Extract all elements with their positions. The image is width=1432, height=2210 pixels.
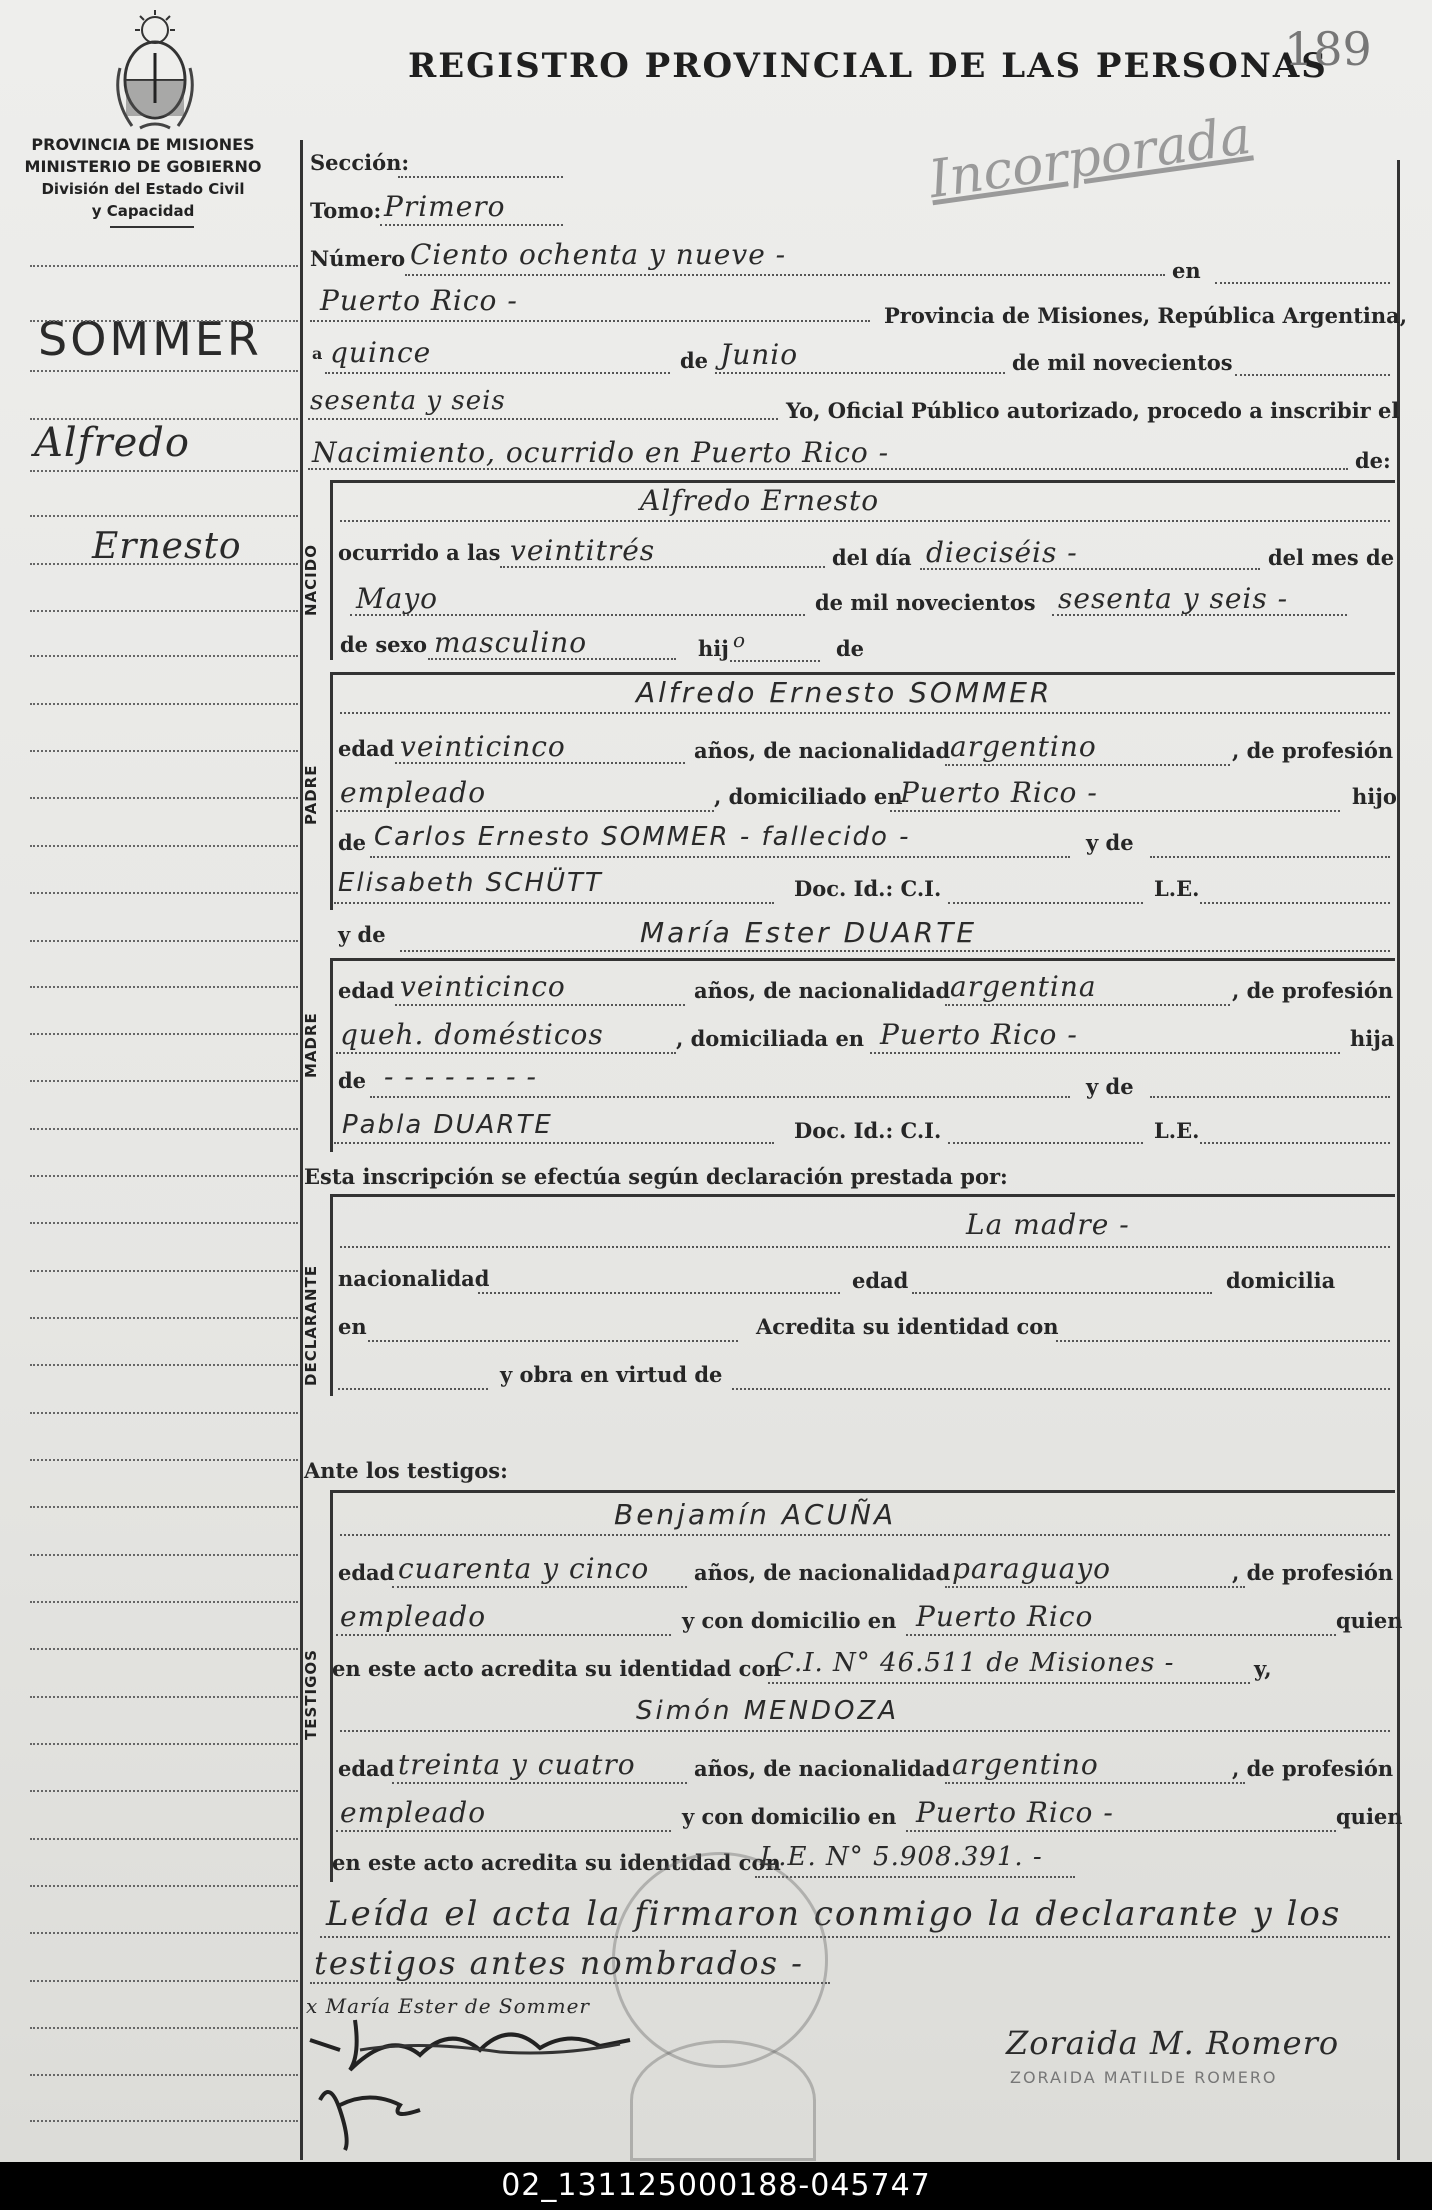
madre-prof-label: , de profesión [1232, 978, 1394, 1003]
document-id-footer: 02_131125000188-045747 [0, 2162, 1432, 2210]
declarante-value: La madre - [966, 1208, 1130, 1241]
madre-de-label: de [338, 1068, 367, 1093]
padre-dom: Puerto Rico - [900, 776, 1098, 809]
mes-nac-value: Mayo [356, 582, 439, 615]
margin-given-name-1: Alfredo [34, 420, 190, 466]
de-mil-label: de mil novecientos [1012, 350, 1233, 375]
hij-suffix: o [733, 628, 747, 652]
t1-y-label: y, [1254, 1656, 1272, 1681]
numero-label: Número [310, 246, 406, 271]
round-seal [612, 1852, 828, 2068]
de-mil-nov-label: de mil novecientos [815, 590, 1036, 615]
padre-edad: veinticinco [400, 730, 566, 763]
t2-nac: argentino [952, 1748, 1099, 1781]
hija-label: hija [1350, 1026, 1395, 1051]
padre-doc-label: Doc. Id.: C.I. [794, 876, 942, 901]
firma-oficial: Zoraida M. Romero [1006, 2024, 1340, 2062]
t2-prof-label: , de profesión [1232, 1756, 1394, 1781]
t1-edad: cuarenta y cinco [398, 1552, 650, 1585]
dia-nac-value: dieciséis - [926, 536, 1078, 569]
decl-edad-label: edad [852, 1268, 909, 1293]
page-title: REGISTRO PROVINCIAL DE LAS PERSONAS [408, 46, 1328, 86]
madre-yde-label: y de [338, 922, 386, 947]
t1-doc: C.I. N° 46.511 de Misiones - [774, 1648, 1175, 1678]
sexo-value: masculino [434, 626, 588, 659]
decl-obra-label: y obra en virtud de [500, 1362, 723, 1387]
dia-value: quince [330, 336, 432, 369]
section-nacido: NACIDO [302, 544, 320, 616]
ante-testigos-label: Ante los testigos: [304, 1458, 508, 1483]
section-testigos: TESTIGOS [302, 1649, 320, 1741]
padre-padre: Carlos Ernesto SOMMER - fallecido - [374, 822, 911, 852]
madre-prof: queh. domésticos [340, 1018, 604, 1051]
t1-quien-label: quien [1336, 1608, 1403, 1633]
padre-yde-label: y de [1086, 830, 1134, 855]
t1-dom-label: y con domicilio en [682, 1608, 897, 1633]
seccion-label: Sección: [310, 150, 410, 175]
t1-nac-label: años, de nacionalidad [694, 1560, 951, 1585]
madre-edad: veinticinco [400, 970, 566, 1003]
a-label: a [312, 344, 323, 363]
t2-dom-label: y con domicilio en [682, 1804, 897, 1829]
madre-nac-label: años, de nacionalidad [694, 978, 951, 1003]
t1-edad-label: edad [338, 1560, 395, 1585]
t2-quien-label: quien [1336, 1804, 1403, 1829]
madre-nac: argentina [950, 970, 1097, 1003]
padre-nac-label: años, de nacionalidad [694, 738, 951, 763]
firma-madre: x María Ester de Sommer [306, 1994, 590, 2018]
tomo-label: Tomo: [310, 198, 382, 223]
t2-acredita-label: en este acto acredita su identidad con [332, 1850, 781, 1875]
t2-edad: treinta y cuatro [398, 1748, 636, 1781]
inscripcion-label: Esta inscripción se efectúa según declaración prestada por: [304, 1164, 1008, 1189]
anio-value: sesenta y seis [310, 386, 506, 416]
nombre-nacido: Alfredo Ernesto [640, 484, 880, 517]
decl-domicilia-label: domicilia [1226, 1268, 1336, 1293]
t2-edad-label: edad [338, 1756, 395, 1781]
padre-prof: empleado [340, 776, 487, 809]
tomo-value: Primero [384, 190, 506, 223]
padre-de-label: de [338, 830, 367, 855]
padre-nombre: Alfredo Ernesto SOMMER [636, 676, 1053, 709]
division-name: División del Estado Civil [41, 180, 245, 198]
madre-nombre: María Ester DUARTE [640, 916, 978, 949]
margin-surname: SOMMER [38, 312, 262, 366]
t1-prof-label: , de profesión [1232, 1560, 1394, 1585]
padre-le-label: L.E. [1154, 876, 1200, 901]
madre-dom: Puerto Rico - [880, 1018, 1078, 1051]
ocurrido-label: ocurrido a las [338, 540, 501, 565]
de-colon-label: de: [1355, 448, 1391, 473]
t2-dom: Puerto Rico - [916, 1796, 1114, 1829]
madre-yde2-label: y de [1086, 1074, 1134, 1099]
padre-nac: argentino [950, 730, 1097, 763]
round-seal-lower [630, 2040, 816, 2161]
division-name-2: y Capacidad [91, 202, 195, 220]
padre-dom-label: , domiciliado en [714, 784, 903, 809]
t2-nac-label: años, de nacionalidad [694, 1756, 951, 1781]
nota-linea-1: Leída el acta la firmaron conmigo la declarante y los [326, 1894, 1342, 1934]
testigo2-nombre: Simón MENDOZA [636, 1696, 900, 1726]
oficial-label: Yo, Oficial Público autorizado, procedo a inscribir el [786, 398, 1400, 423]
t1-prof: empleado [340, 1600, 487, 1633]
madre-edad-label: edad [338, 978, 395, 1003]
page-number: 189 [1284, 22, 1372, 76]
acto-value: Nacimiento, ocurrido en Puerto Rico - [312, 436, 890, 469]
anio-nac-value: sesenta y seis - [1058, 582, 1289, 615]
lugar-value: Puerto Rico - [320, 284, 518, 317]
madre-dom-label: , domiciliada en [676, 1026, 865, 1051]
oficial-sello: ZORAIDA MATILDE ROMERO [1010, 2068, 1278, 2087]
hij-label: hij [698, 636, 729, 661]
provincia-label: Provincia de Misiones, República Argentina, [884, 303, 1408, 328]
province-name: PROVINCIA DE MISIONES [31, 135, 255, 154]
decl-nacionalidad-label: nacionalidad [338, 1266, 490, 1291]
numero-value: Ciento ochenta y nueve - [410, 238, 787, 271]
hora-value: veintitrés [510, 534, 656, 567]
decl-acredita-label: Acredita su identidad con [756, 1314, 1059, 1339]
margin-given-name-2: Ernesto [92, 526, 242, 567]
mes-value: Junio [720, 338, 799, 371]
madre-madre: Pabla DUARTE [342, 1110, 553, 1140]
t2-doc: L.E. N° 5.908.391. - [760, 1842, 1043, 1872]
coat-of-arms-icon [110, 8, 200, 136]
testigo1-nombre: Benjamín ACUÑA [614, 1498, 897, 1531]
section-padre: PADRE [302, 764, 320, 826]
hijo-label: hijo [1352, 784, 1397, 809]
decl-en-label: en [338, 1314, 367, 1339]
padre-edad-label: edad [338, 736, 395, 761]
padre-prof-label: , de profesión [1232, 738, 1394, 763]
section-madre: MADRE [302, 1012, 320, 1078]
madre-doc-label: Doc. Id.: C.I. [794, 1118, 942, 1143]
del-dia-label: del día [832, 545, 912, 570]
nota-linea-2: testigos antes nombrados - [314, 1944, 804, 1982]
del-mes-label: del mes de [1268, 545, 1395, 570]
madre-le-label: L.E. [1154, 1118, 1200, 1143]
ministry-name: MINISTERIO DE GOBIERNO [24, 157, 262, 176]
t1-dom: Puerto Rico [916, 1600, 1094, 1633]
section-declarante: DECLARANTE [302, 1264, 320, 1386]
de-label: de [680, 348, 709, 373]
t1-acredita-label: en este acto acredita su identidad con [332, 1656, 781, 1681]
t2-prof: empleado [340, 1796, 487, 1829]
de-label-2: de [836, 636, 865, 661]
padre-madre: Elisabeth SCHÜTT [338, 868, 603, 898]
madre-padre: - - - - - - - - [384, 1060, 537, 1093]
en-label: en [1172, 258, 1201, 283]
sexo-label: de sexo [340, 632, 428, 657]
t1-nac: paraguayo [952, 1552, 1112, 1585]
incorporated-stamp: Incorporada [925, 105, 1255, 211]
